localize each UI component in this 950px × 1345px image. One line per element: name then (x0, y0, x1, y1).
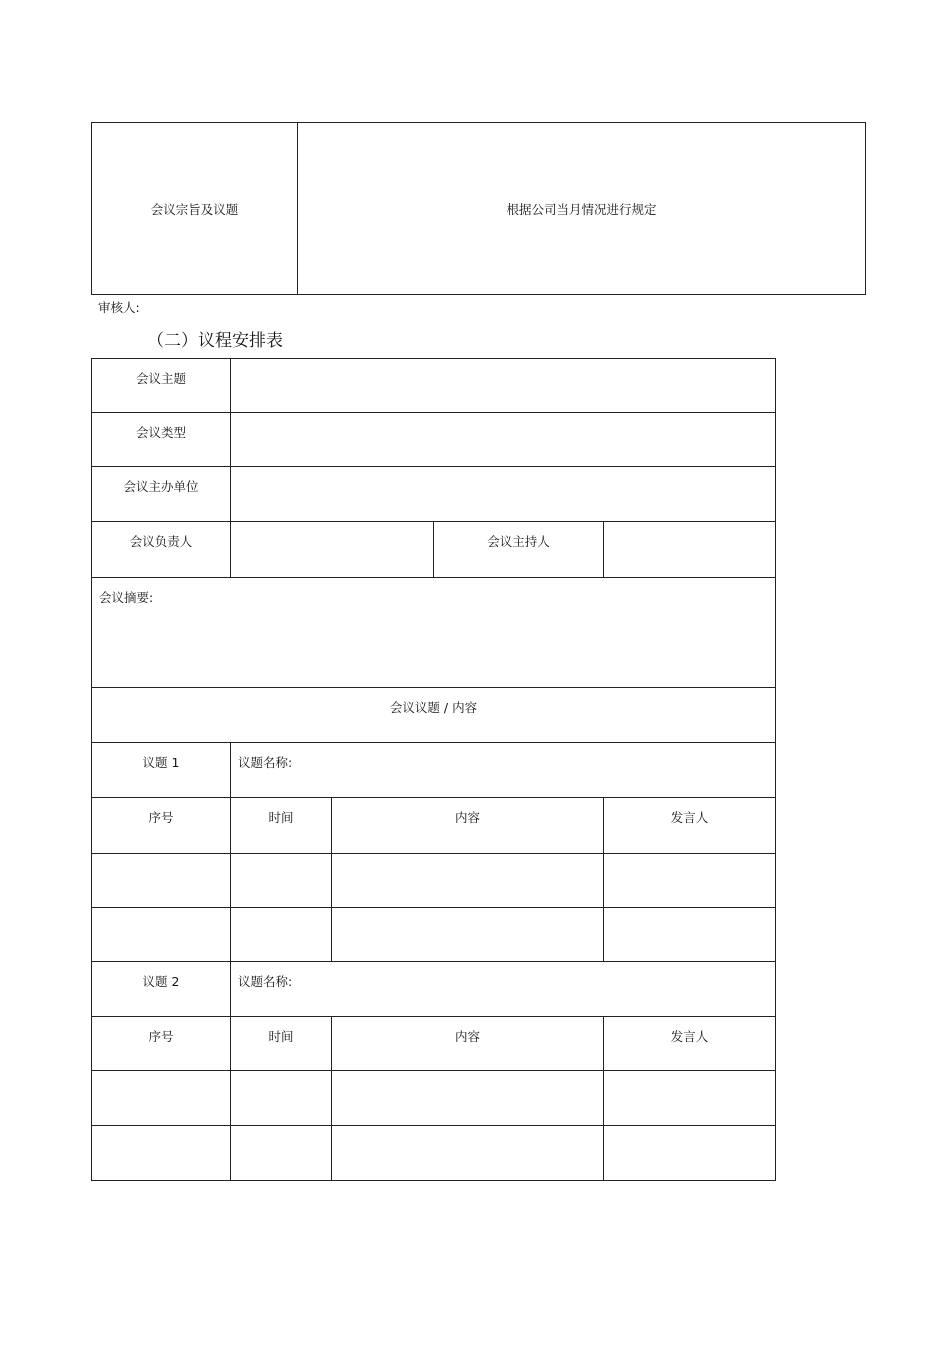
type-label: 会议类型 (92, 413, 231, 467)
responsible-label: 会议负责人 (92, 522, 231, 578)
table-cell[interactable] (604, 1126, 776, 1181)
section-title: （二）议程安排表 (147, 331, 283, 351)
column-header-speaker: 发言人 (604, 798, 776, 854)
table-cell[interactable] (604, 1071, 776, 1126)
purpose-label: 会议宗旨及议题 (92, 123, 298, 295)
purpose-value: 根据公司当月情况进行规定 (298, 123, 866, 295)
moderator-label: 会议主持人 (434, 522, 604, 578)
topic-name-label: 议题名称: (238, 755, 293, 770)
host-unit-label: 会议主办单位 (92, 467, 231, 522)
table-cell[interactable] (92, 1126, 231, 1181)
column-header-seq: 序号 (92, 798, 231, 854)
topic-name-label: 议题名称: (238, 974, 293, 989)
summary-label: 会议摘要: (99, 590, 154, 605)
table-cell[interactable] (332, 1071, 604, 1126)
responsible-field[interactable] (231, 522, 434, 578)
table-cell[interactable] (92, 854, 231, 908)
column-header-seq: 序号 (92, 1017, 231, 1071)
table-cell[interactable] (231, 854, 332, 908)
topic-1-label: 议题 1 (92, 743, 231, 798)
table-cell[interactable] (231, 1071, 332, 1126)
agenda-table (91, 358, 776, 1181)
topic-1-name-cell[interactable] (231, 743, 776, 798)
column-header-content: 内容 (332, 798, 604, 854)
type-field[interactable] (231, 413, 776, 467)
column-header-speaker: 发言人 (604, 1017, 776, 1071)
column-header-content: 内容 (332, 1017, 604, 1071)
topics-header: 会议议题 / 内容 (92, 688, 776, 743)
table-cell[interactable] (332, 908, 604, 962)
topic-2-name-cell[interactable] (231, 962, 776, 1017)
table-cell[interactable] (604, 854, 776, 908)
table-cell[interactable] (332, 1126, 604, 1181)
table-cell[interactable] (92, 1071, 231, 1126)
topic-2-label: 议题 2 (92, 962, 231, 1017)
summary-cell[interactable] (92, 578, 776, 688)
purpose-table (91, 122, 866, 295)
reviewer-label: 审核人: (98, 300, 140, 315)
table-cell[interactable] (231, 908, 332, 962)
column-header-time: 时间 (231, 798, 332, 854)
table-cell[interactable] (332, 854, 604, 908)
table-cell[interactable] (604, 908, 776, 962)
moderator-field[interactable] (604, 522, 776, 578)
host-unit-field[interactable] (231, 467, 776, 522)
theme-label: 会议主题 (92, 359, 231, 413)
theme-field[interactable] (231, 359, 776, 413)
table-cell[interactable] (92, 908, 231, 962)
table-cell[interactable] (231, 1126, 332, 1181)
column-header-time: 时间 (231, 1017, 332, 1071)
